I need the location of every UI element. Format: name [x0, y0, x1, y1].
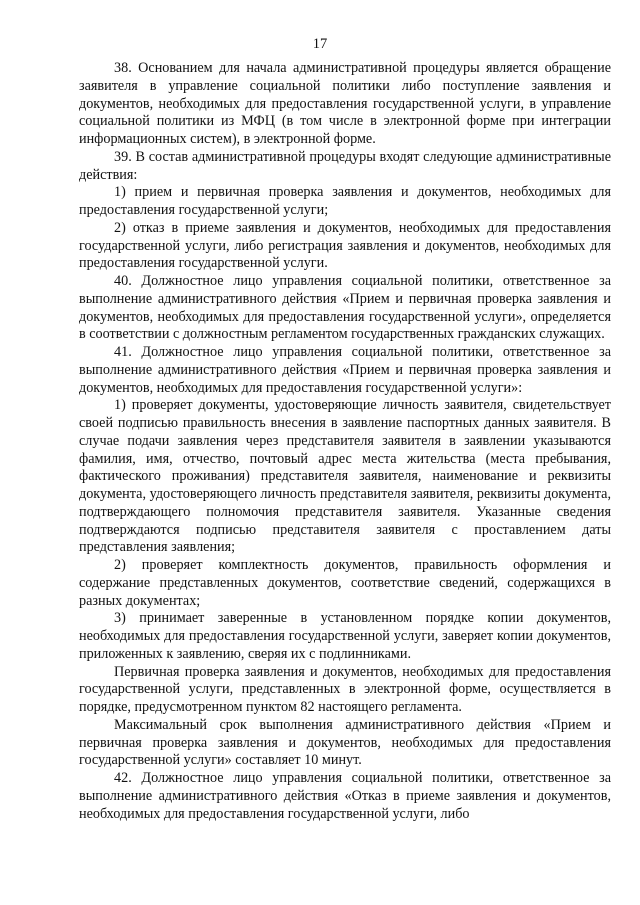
list-item-39-1: 1) прием и первичная проверка заявления и документов, необходимых для предоставления государственной услуги;: [79, 184, 611, 218]
paragraph-38: 38. Основанием для начала административной процедуры является обращение заявителя в управление социальной политики либо поступление заявления и документов, необходимых для предоставления государственной услуги, в управление социальной политики из МФЦ (в том числе в электронной форме при интеграции информационных систем), в электронной форме.: [79, 60, 611, 147]
paragraph-39: 39. В состав административной процедуры входят следующие административные действия:: [79, 148, 611, 183]
page-number: 17: [312, 36, 328, 52]
paragraph-40: 40. Должностное лицо управления социальной политики, ответственное за выполнение административного действия «Прием и первичная проверка заявления и документов, необходимых для предоставления государственной услуги», определяется в соответствии с должностным регламентом государственных гражданских служащих.: [79, 273, 611, 343]
list-item-41-3: 3) принимает заверенные в установленном порядке копии документов, необходимых для предоставления государственной услуги, заверяет копии документов, приложенных к заявлению, сверяя их с подлинниками.: [79, 610, 611, 662]
paragraph-max-duration: Максимальный срок выполнения административного действия «Прием и первичная проверка заявления и документов, необходимых для предоставления государственной услуги» составляет 10 минут.: [79, 716, 611, 769]
list-item-41-2: 2) проверяет комплектность документов, правильность оформления и содержание представленных документов, соответствие сведений, содержащихся в разных документах;: [79, 557, 611, 609]
paragraph-electronic-check: Первичная проверка заявления и документов, необходимых для предоставления государственной услуги, представленных в электронной форме, осуществляется в порядке, предусмотренном пунктом 82 настоящего регламента.: [79, 663, 611, 715]
paragraph-41: 41. Должностное лицо управления социальной политики, ответственное за выполнение административного действия «Прием и первичная проверка заявления и документов, необходимых для предоставления государственной услуги»:: [79, 344, 611, 396]
document-body: [79, 60, 611, 823]
list-item-39-2: 2) отказ в приеме заявления и документов, необходимых для предоставления государственной услуги, либо регистрация заявления и документов, необходимых для предоставления государственной услуги.: [79, 219, 611, 272]
paragraph-42: 42. Должностное лицо управления социальной политики, ответственное за выполнение административного действия «Отказ в приеме заявления и документов, необходимых для предоставления государственной услуги, либо: [79, 770, 611, 822]
list-item-41-1: 1) проверяет документы, удостоверяющие личность заявителя, свидетельствует своей подписью правильность внесения в заявление паспортных данных заявителя. В случае подачи заявления через представителя заявителя в заявлении указываются фамилия, имя, отчество, почтовый адрес места жительства (места пребывания, фактического проживания) представителя заявителя, наименование и реквизиты документа, удостоверяющего личность представителя заявителя, реквизиты документа, подтверждающего полномочия представителя заявителя. Указанные сведения подтверждаются подписью представителя заявителя с проставлением даты представления заявления;: [79, 397, 611, 556]
